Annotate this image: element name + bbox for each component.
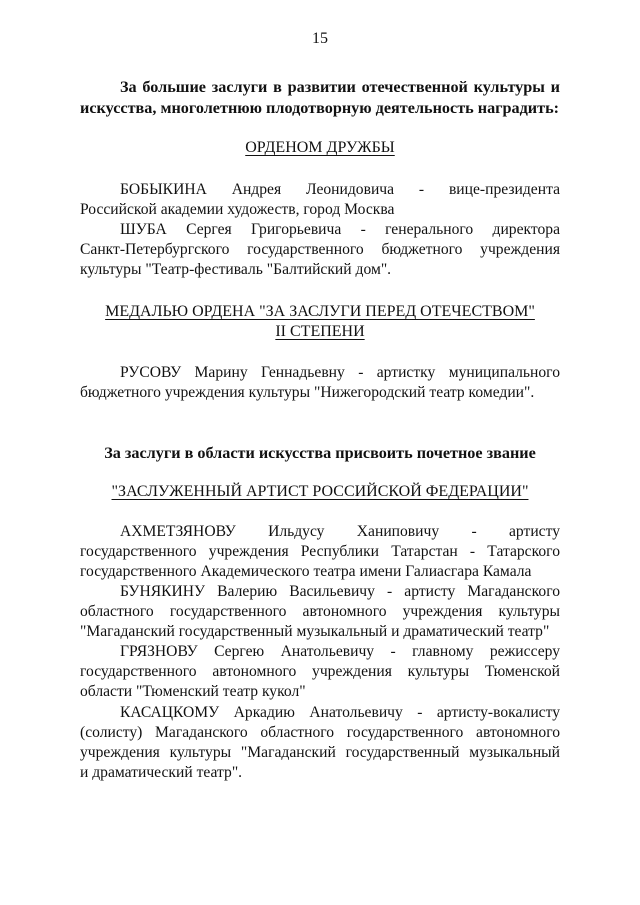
award2-entry-1-line-2: бюджетного учреждения культуры "Нижегородский театр комедии". [80,384,535,401]
award1-entry-2-line-3: культуры "Театр-фестиваль "Балтийский дом". [80,261,392,278]
award-order-of-friendship-title: ОРДЕНОМ ДРУЖБЫ [245,139,395,156]
award1-entry-2-line-1: ШУБА Сергея Григорьевича - генерального директора [120,221,560,238]
award-medal-title-line-1: МЕДАЛЬЮ ОРДЕНА "ЗА ЗАСЛУГИ ПЕРЕД ОТЕЧЕСТВОМ" [105,303,535,320]
award1-entry-shuba [80,220,560,280]
intro-heading-line-1: За большие заслуги в развитии отечественной культуры и [120,78,560,96]
award3-entry-4-line-4: и драматический театр". [80,764,243,781]
award2-entry-1-line-1: РУСОВУ Марину Геннадьевну - артистку муниципального [120,364,560,381]
award3-entry-gryaznov [80,642,560,702]
award1-entry-1-line-2: Российской академии художеств, город Москва [80,201,395,218]
award3-entry-2-line-2: областного государственного автономного учреждения культуры [80,603,560,620]
award1-entry-bobykin [80,180,560,220]
award3-entry-3-line-1: ГРЯЗНОВУ Сергею Анатольевичу - главному режиссеру [120,643,560,660]
page-number: 15 [312,30,328,47]
award-medal-title [80,302,560,342]
award3-entry-1-line-2: государственного учреждения Республики Татарстан - Татарского [80,543,560,560]
award3-entry-bunyakin [80,582,560,642]
award3-entry-1-line-1: АХМЕТЗЯНОВУ Ильдусу Ханиповичу - артисту [120,523,560,540]
award3-entry-3-line-3: области "Тюменский театр кукол" [80,683,306,700]
award3-entry-3-line-2: государственного автономного учреждения культуры Тюменской [80,663,560,680]
award3-entry-akhmetzyanov [80,522,560,582]
award3-entry-1-line-3: государственного Академического театра имени Галиасгара Камала [80,563,532,580]
award1-entry-2-line-2: Санкт-Петербургского государственного бюджетного учреждения [80,241,560,258]
award-honored-artist-title: "ЗАСЛУЖЕННЫЙ АРТИСТ РОССИЙСКОЙ ФЕДЕРАЦИИ" [111,483,529,500]
award-medal-title-line-2: II СТЕПЕНИ [275,323,365,340]
award3-entry-2-line-1: БУНЯКИНУ Валерию Васильевичу - артисту Магаданского [120,583,560,600]
award3-entry-2-line-3: "Магаданский государственный музыкальный и драматический театр" [80,623,550,640]
title-heading: За заслуги в области искусства присвоить почетное звание [104,444,536,462]
award3-entry-4-line-2: (солисту) Магаданского областного государственного автономного [80,724,560,741]
award3-entry-4-line-1: КАСАЦКОМУ Аркадию Анатольевичу - артисту-вокалисту [120,704,560,721]
award1-entry-1-line-1: БОБЫКИНА Андрея Леонидовича - вице-президента [120,181,560,198]
award3-entry-4-line-3: учреждения культуры "Магаданский государственный музыкальный [80,744,560,761]
award2-entry-rusova [80,363,560,403]
intro-heading [80,77,560,119]
award3-entry-kasatsky [80,703,560,783]
intro-heading-line-2: искусства, многолетнюю плодотворную деятельность наградить: [80,99,560,117]
